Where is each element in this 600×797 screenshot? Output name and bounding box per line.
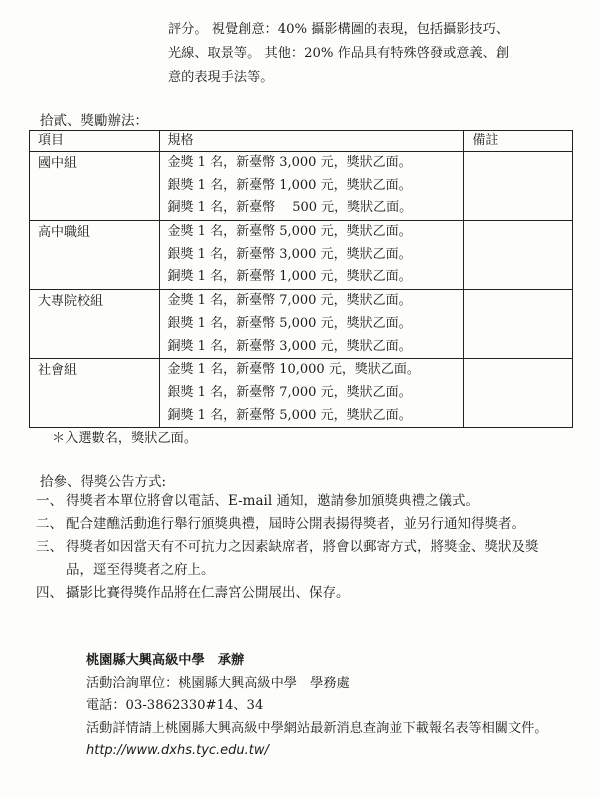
section-12-title: 拾貳、獎勵辦法： [40,113,148,129]
list-item [36,490,561,513]
prize-line: 金獎 1 名，新臺幣 10,000 元，獎狀乙面。 [167,362,420,378]
organizer-info [86,650,576,763]
prize-line: 銀獎 1 名，新臺幣 1,000 元，獎狀乙面。 [167,177,412,193]
header-spec: 規格 [159,131,464,152]
list-item [36,582,561,605]
spec-cell [159,290,464,359]
prize-line: 銀獎 1 名，新臺幣 3,000 元，獎狀乙面。 [167,246,412,262]
item-number: 二、 [36,516,63,532]
prize-line: 金獎 1 名，新臺幣 3,000 元，獎狀乙面。 [167,155,412,170]
table-header-row [30,131,573,152]
table-row [30,221,573,290]
website-link[interactable]: http://www.dxhs.tyc.edu.tw/ [86,743,269,758]
header-group: 項目 [30,131,160,152]
remark-cell [464,359,573,428]
awards-table [29,130,573,428]
table-row [30,290,573,359]
group-cell: 大專院校組 [30,290,160,359]
spec-cell [159,359,464,428]
item-text: 配合建醮活動進行舉行頒獎典禮，屆時公開表揚得獎者，並另行通知得獎者。 [66,516,525,532]
list-item [36,513,561,536]
group-cell: 高中職組 [30,221,160,290]
contact-unit: 活動洽詢單位：桃園縣大興高級中學 學務處 [86,675,350,691]
group-cell: 國中組 [30,152,160,221]
remark-cell [464,290,573,359]
scoring-line: 光線、取景等。 其他：20% 作品具有特殊啓發或意義、創 [168,46,510,61]
spec-cell [159,152,464,221]
prize-line: 銅獎 1 名，新臺幣 1,000 元，獎狀乙面。 [167,269,412,285]
spec-cell [159,221,464,290]
scoring-line: 意的表現手法等。 [168,70,274,85]
item-number: 四、 [36,585,63,601]
header-remark: 備註 [464,131,573,152]
remark-cell [464,152,573,221]
contact-phone: 電話：03-3862330#14、34 [86,698,264,713]
prize-line: 銅獎 1 名，新臺幣 5,000 元，獎狀乙面。 [167,407,412,423]
scoring-criteria [168,18,568,90]
scoring-line: 評分。 視覺創意：40% 攝影構圖的表現，包括攝影技巧、 [168,22,510,37]
item-number: 三、 [36,539,63,555]
announcement-list [36,490,561,605]
details-text: 活動詳情請上桃園縣大興高級中學網站最新消息查詢並下載報名表等相關文件。 [86,720,548,736]
item-text: 攝影比賽得獎作品將在仁壽宮公開展出、保存。 [66,585,350,601]
prize-line: 銀獎 1 名，新臺幣 7,000 元，獎狀乙面。 [167,384,412,400]
section-13-title: 拾參、得獎公告方式: [40,474,167,490]
prize-line: 銅獎 1 名，新臺幣 3,000 元，獎狀乙面。 [167,338,412,354]
table-row [30,359,573,428]
list-item [36,536,561,582]
prize-line: 金獎 1 名，新臺幣 7,000 元，獎狀乙面。 [167,293,412,309]
item-text: 得獎者如因當天有不可抗力之因素缺席者，將會以郵寄方式，將獎金、獎狀及獎品，逕至得獎者之府上。 [66,539,539,578]
prize-line: 金獎 1 名，新臺幣 5,000 元，獎狀乙面。 [167,224,412,240]
honorable-mention-note: ＊入選數名，獎狀乙面。 [52,431,198,446]
item-number: 一、 [36,493,63,509]
remark-cell [464,221,573,290]
host-organizer: 桃園縣大興高級中學 承辦 [86,653,245,668]
prize-line: 銀獎 1 名，新臺幣 5,000 元，獎狀乙面。 [167,315,412,331]
prize-line: 銅獎 1 名，新臺幣 500 元，獎狀乙面。 [167,200,413,216]
table-row [30,152,573,221]
group-cell: 社會組 [30,359,160,428]
item-text: 得獎者本單位將會以電話、E-mail 通知，邀請參加頒獎典禮之儀式。 [66,493,479,509]
